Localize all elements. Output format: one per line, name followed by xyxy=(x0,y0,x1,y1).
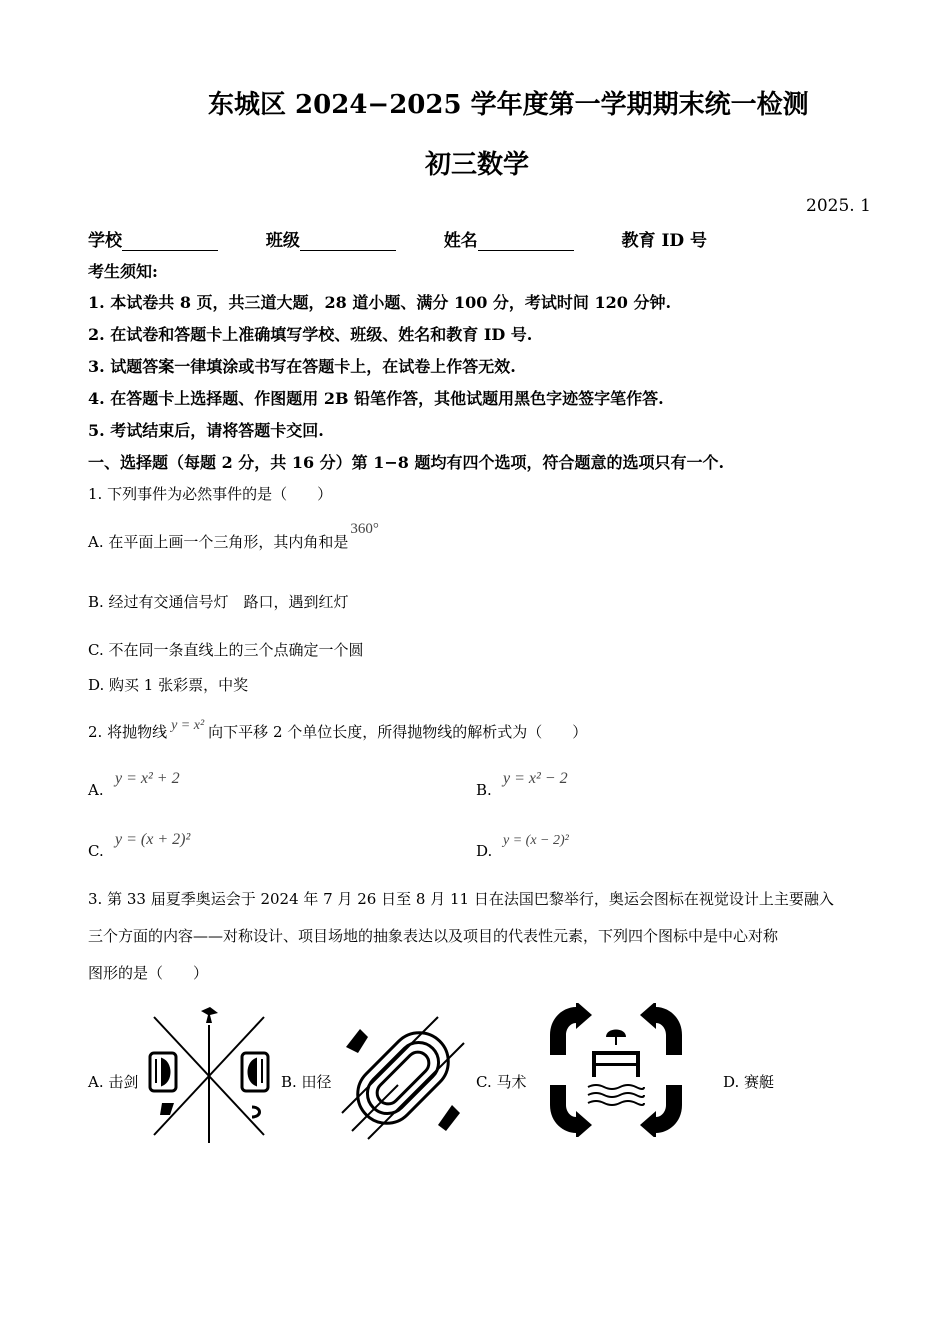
q3-line3: 图形的是（ ） xyxy=(88,964,209,982)
q2-option-a-math: y = x² + 2 xyxy=(115,770,180,787)
q2-option-a-label: A. xyxy=(88,781,104,799)
q3-line1: 3. 第 33 届夏季奥运会于 2024 年 7 月 26 日至 8 月 11 日在法国巴黎举行，奥运会图标在视觉设计上主要融入 xyxy=(88,890,834,908)
exam-title: 东城区 2024−2025 学年度第一学期期末统一检测 xyxy=(208,90,809,120)
notice-item: 2. 在试卷和答题卡上准确填写学校、班级、姓名和教育 ID 号. xyxy=(88,325,533,344)
q2-option-b-label: B. xyxy=(476,781,492,799)
fencing-pictogram xyxy=(148,1003,270,1143)
q1-option-c: C. 不在同一条直线上的三个点确定一个圆 xyxy=(88,641,364,659)
student-info-row xyxy=(88,226,707,251)
q1-option-a-math: 360° xyxy=(350,521,379,537)
notice-item: 1. 本试卷共 8 页，共三道大题，28 道小题、满分 100 分，考试时间 120 分钟. xyxy=(88,293,672,312)
q1-option-a-text: A. 在平面上画一个三角形，其内角和是 xyxy=(88,533,349,551)
q2-option-c-math: y = (x + 2)² xyxy=(115,831,191,848)
notice-heading: 考生须知: xyxy=(88,262,158,281)
q2-option-b-math: y = x² − 2 xyxy=(503,770,568,787)
notice-item: 5. 考试结束后，请将答题卡交回. xyxy=(88,421,324,440)
q1-option-d: D. 购买 1 张彩票，中奖 xyxy=(88,676,249,694)
q1-option-b: B. 经过有交通信号灯 路口，遇到红灯 xyxy=(88,593,349,611)
notice-item: 4. 在答题卡上选择题、作图题用 2B 铅笔作答，其他试题用黑色字迹签字笔作答. xyxy=(88,389,664,408)
q1-option-a xyxy=(88,521,379,552)
q2-stem-pre: 2. 将抛物线 xyxy=(88,723,168,741)
class-label: 班级 xyxy=(265,231,300,251)
q2-stem xyxy=(88,718,588,742)
equestrian-pictogram xyxy=(546,1003,686,1137)
notice-item: 3. 试题答案一律填涂或书写在答题卡上，在试卷上作答无效. xyxy=(88,357,516,376)
school-label: 学校 xyxy=(88,231,122,251)
q1-stem: 1. 下列事件为必然事件的是（ ） xyxy=(88,485,333,503)
q3-line2: 三个方面的内容——对称设计、项目场地的抽象表达以及项目的代表性元素，下列四个图标中是中心对称 xyxy=(88,927,779,945)
q2-option-d-label: D. xyxy=(476,842,493,860)
section1-heading: 一、选择题（每题 2 分，共 16 分）第 1−8 题均有四个选项，符合题意的选项只有一个. xyxy=(88,453,725,472)
q3-option-a: A. 击剑 xyxy=(88,1073,139,1091)
exam-date: 2025. 1 xyxy=(806,196,871,216)
subject-title: 初三数学 xyxy=(425,150,530,180)
q2-stem-post: 向下平移 2 个单位长度，所得抛物线的解析式为（ ） xyxy=(208,723,588,741)
edu-id-label: 教育 ID 号 xyxy=(621,231,708,251)
q2-stem-math: y = x² xyxy=(171,718,205,733)
name-label: 姓名 xyxy=(443,231,478,251)
athletics-pictogram xyxy=(338,1013,468,1143)
q3-option-c: C. 马术 xyxy=(476,1073,527,1091)
q3-option-b: B. 田径 xyxy=(281,1073,332,1091)
q3-option-d: D. 赛艇 xyxy=(723,1073,775,1091)
q2-option-c-label: C. xyxy=(88,842,104,860)
school-blank xyxy=(122,232,218,251)
name-blank xyxy=(478,232,574,251)
q2-option-d-math: y = (x − 2)² xyxy=(503,833,569,848)
class-blank xyxy=(300,232,396,251)
